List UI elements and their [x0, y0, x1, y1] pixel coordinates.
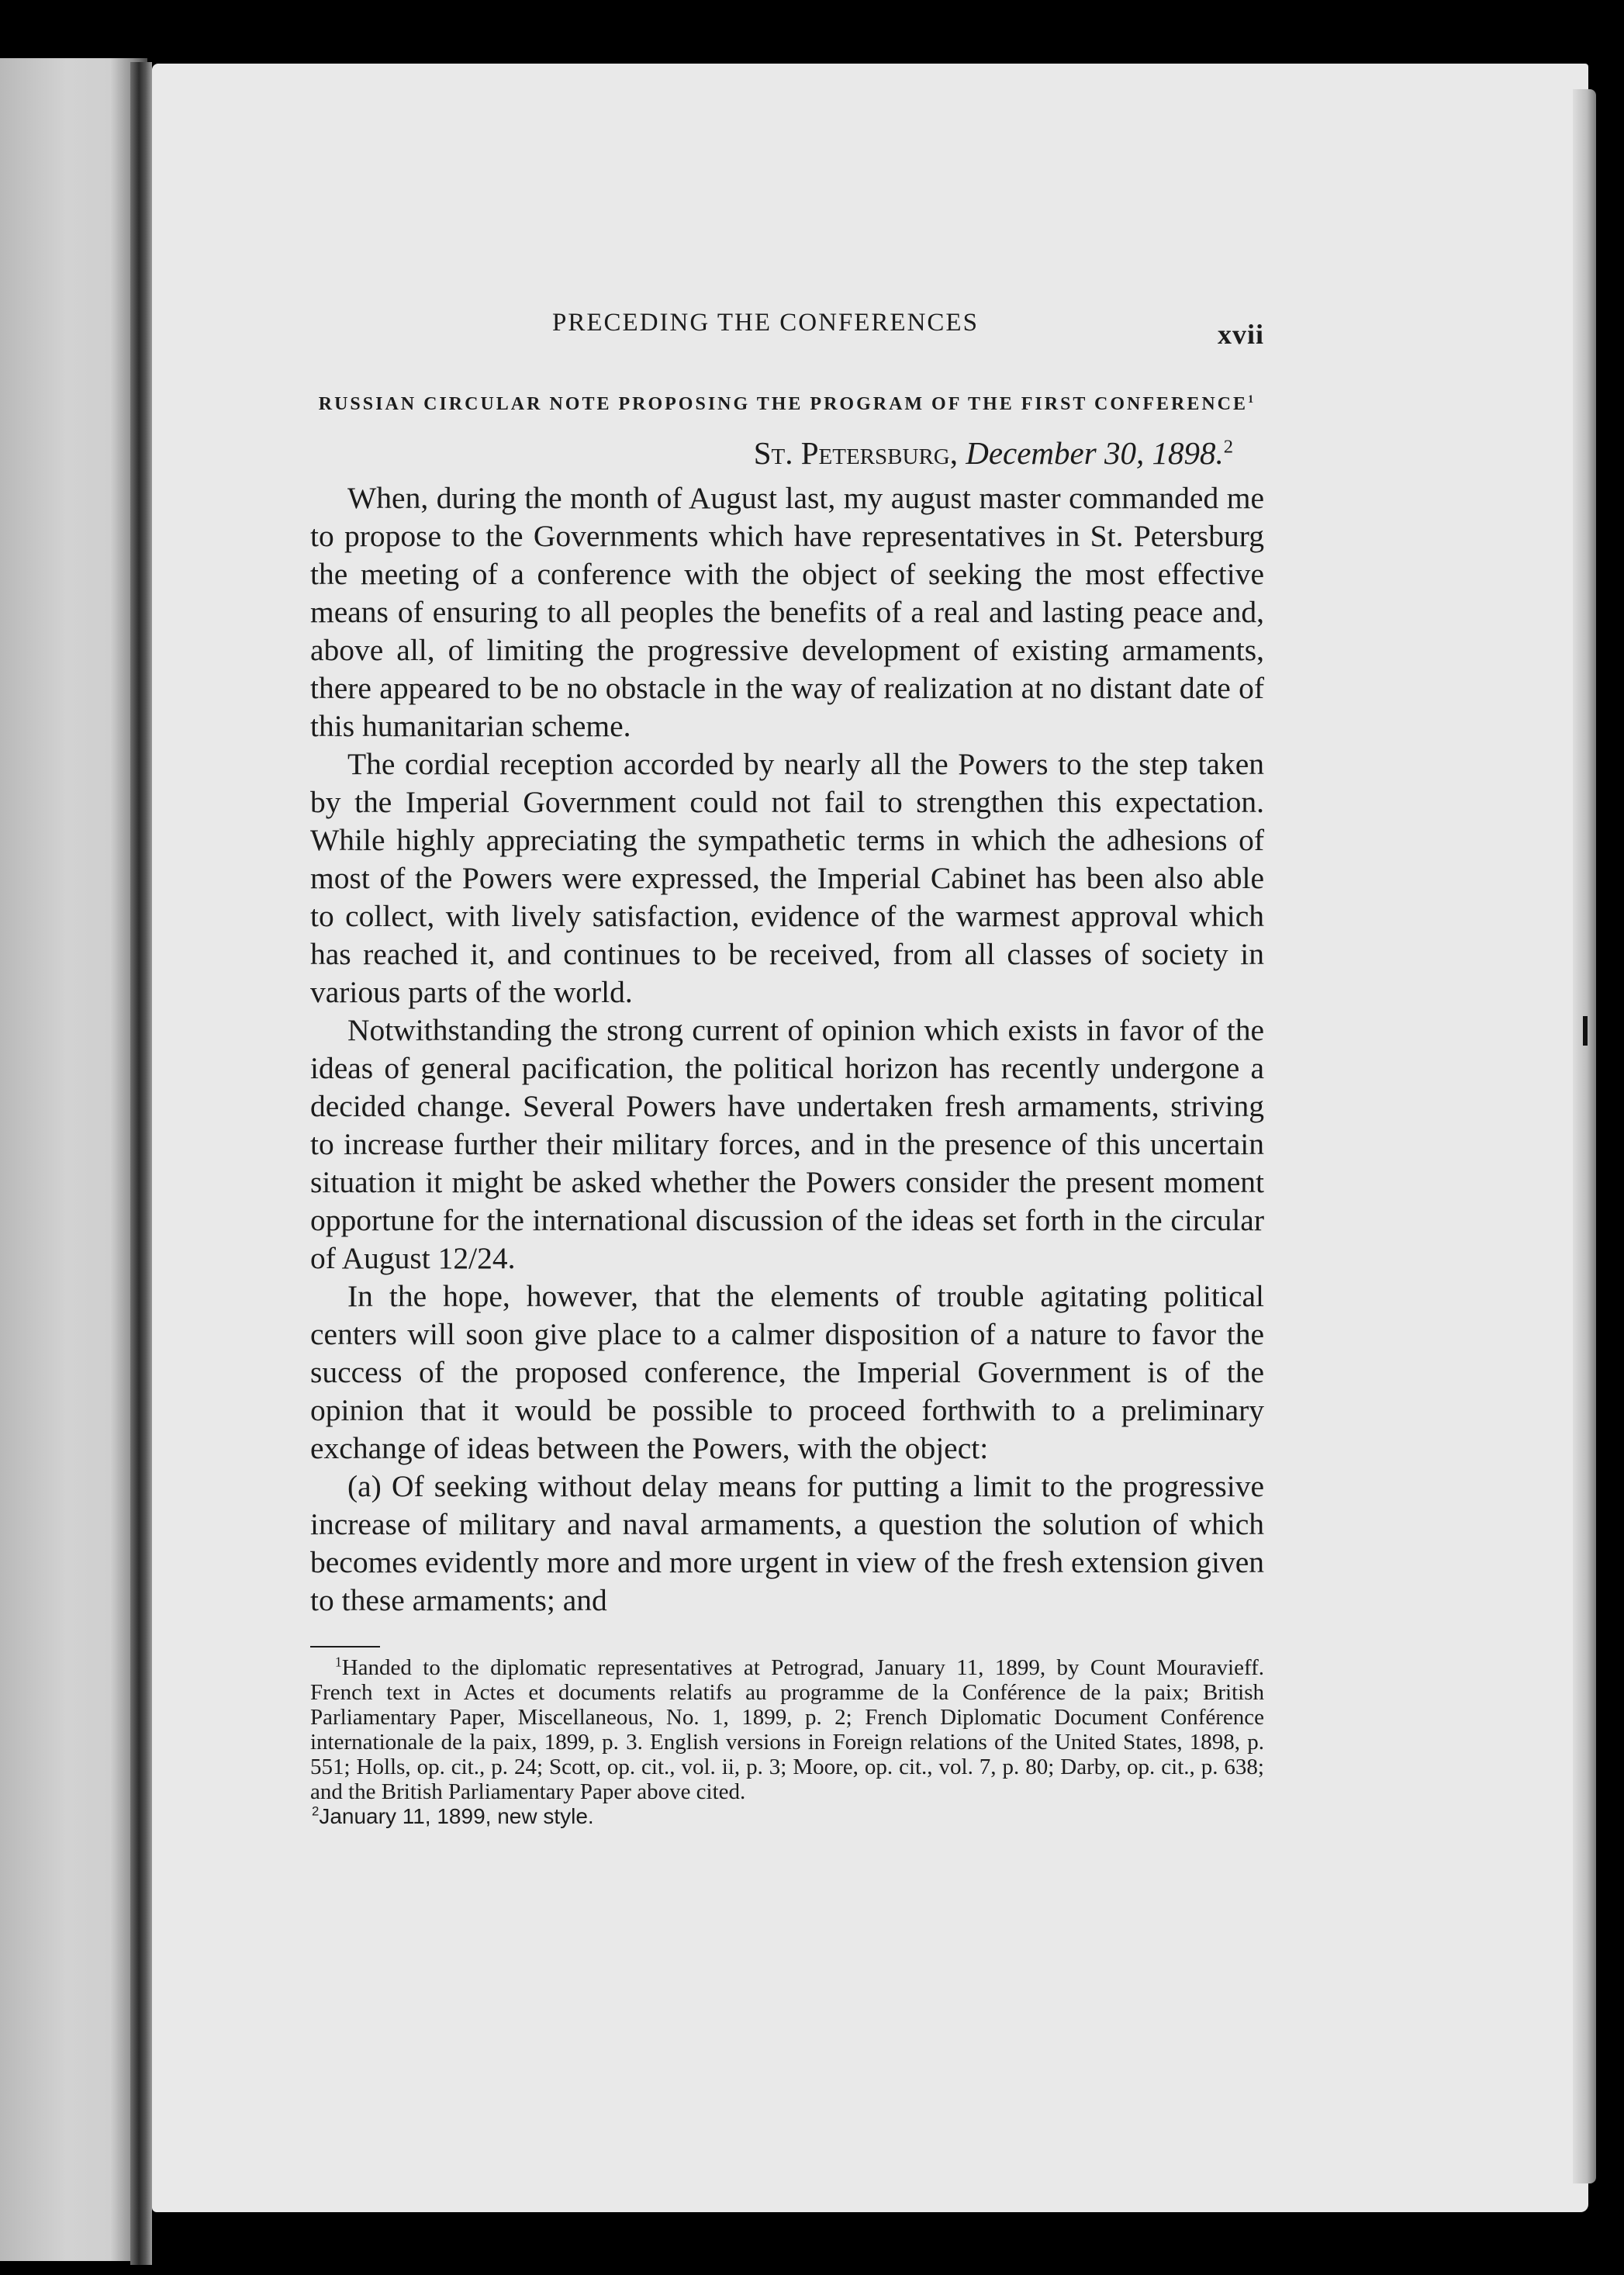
paragraph: In the hope, however, that the elements of trouble agitating political centers will soon give place to a calmer disposition of a nature to favor the success of the proposed conference, the Imperial Government is of the opinion that it would be possible to proceed forthwith to a preliminary exchange of ideas between the Powers, with the object:: [310, 1279, 1264, 1465]
paragraph: Notwithstanding the strong current of opinion which exists in favor of the ideas of general pacification, the political horizon has recently undergone a decided change. Several Powers have undertaken fresh armaments, striving to increase further their military forces, and in the presence of this uncertain situation it might be asked whether the Powers consider the present moment opportune for the international discussion of the ideas set forth in the circular of August 12/24.: [310, 1013, 1264, 1275]
facing-page-edge: [0, 58, 147, 2261]
dateline-place: St. Petersburg,: [753, 435, 958, 471]
document-heading: [310, 386, 1264, 422]
footnote-text: January 11, 1899, new style.: [319, 1804, 594, 1828]
footnote-marker: 2: [312, 1803, 320, 1819]
running-head: [310, 295, 1264, 350]
footnote-ref-2[interactable]: 2: [1223, 436, 1233, 458]
body-text: [310, 479, 1264, 1620]
page-fore-edge: [1573, 89, 1596, 2183]
paragraph: The cordial reception accorded by nearly all the Powers to the step taken by the Imperial Government could not fail to strengthen this expectation. While highly appreciating the sympathetic terms in which the adhesions of most of the Powers were expressed, the Imperial Cabinet has been also able to collect, with lively satisfaction, evidence of the warmest approval which has reached it, and continues to be received, from all classes of society in various parts of the world.: [310, 747, 1264, 1009]
footnote-text: Handed to the diplomatic representatives at Petrograd, January 11, 1899, by Count Mouravieff. French text in Actes et documents relatifs au programme de la Conférence de la paix; British Parliamentary Paper, Miscellaneous, No. 1, 1899, p. 2; French Diplomatic Document Conférence internationale de la paix, 1899, p. 3. English versions in Foreign relations of the United States, 1898, p. 551; Holls, op. cit., p. 24; Scott, op. cit., vol. ii, p. 3; Moore, op. cit., vol. 7, p. 80; Darby, op. cit., p. 638; and the British Parliamentary Paper above cited.: [310, 1655, 1264, 1804]
footnotes: [310, 1655, 1264, 1829]
page-number: xvii: [1217, 319, 1264, 350]
footnote: [310, 1655, 1264, 1804]
footnote-marker: 1: [335, 1654, 342, 1670]
footnote-ref-1[interactable]: 1: [1248, 393, 1256, 406]
dateline-date: December 30, 1898.: [966, 435, 1224, 471]
footnote: [310, 1804, 1264, 1829]
footnote-rule: [310, 1646, 380, 1647]
document-heading-text: RUSSIAN CIRCULAR NOTE PROPOSING THE PROGRAM OF THE FIRST CONFERENCE: [318, 394, 1249, 414]
dateline: [310, 434, 1264, 472]
running-title: PRECEDING THE CONFERENCES: [552, 309, 979, 337]
paragraph: (a) Of seeking without delay means for putting a limit to the progressive increase of military and naval armaments, a question the solution of which becomes evidently more and more urgent in view of the fresh extension given to these armaments; and: [310, 1469, 1264, 1617]
paragraph: When, during the month of August last, my august master commanded me to propose to the Governments which have representatives in St. Petersburg the meeting of a conference with the object of seeking the most effective means of ensuring to all peoples the benefits of a real and lasting peace and, above all, of limiting the progressive development of existing armaments, there appeared to be no obstacle in the way of realization at no distant date of this humanitarian scheme.: [310, 481, 1264, 743]
book-gutter: [130, 62, 152, 2265]
margin-mark: [1583, 1016, 1588, 1046]
page-text: [310, 295, 1264, 1829]
